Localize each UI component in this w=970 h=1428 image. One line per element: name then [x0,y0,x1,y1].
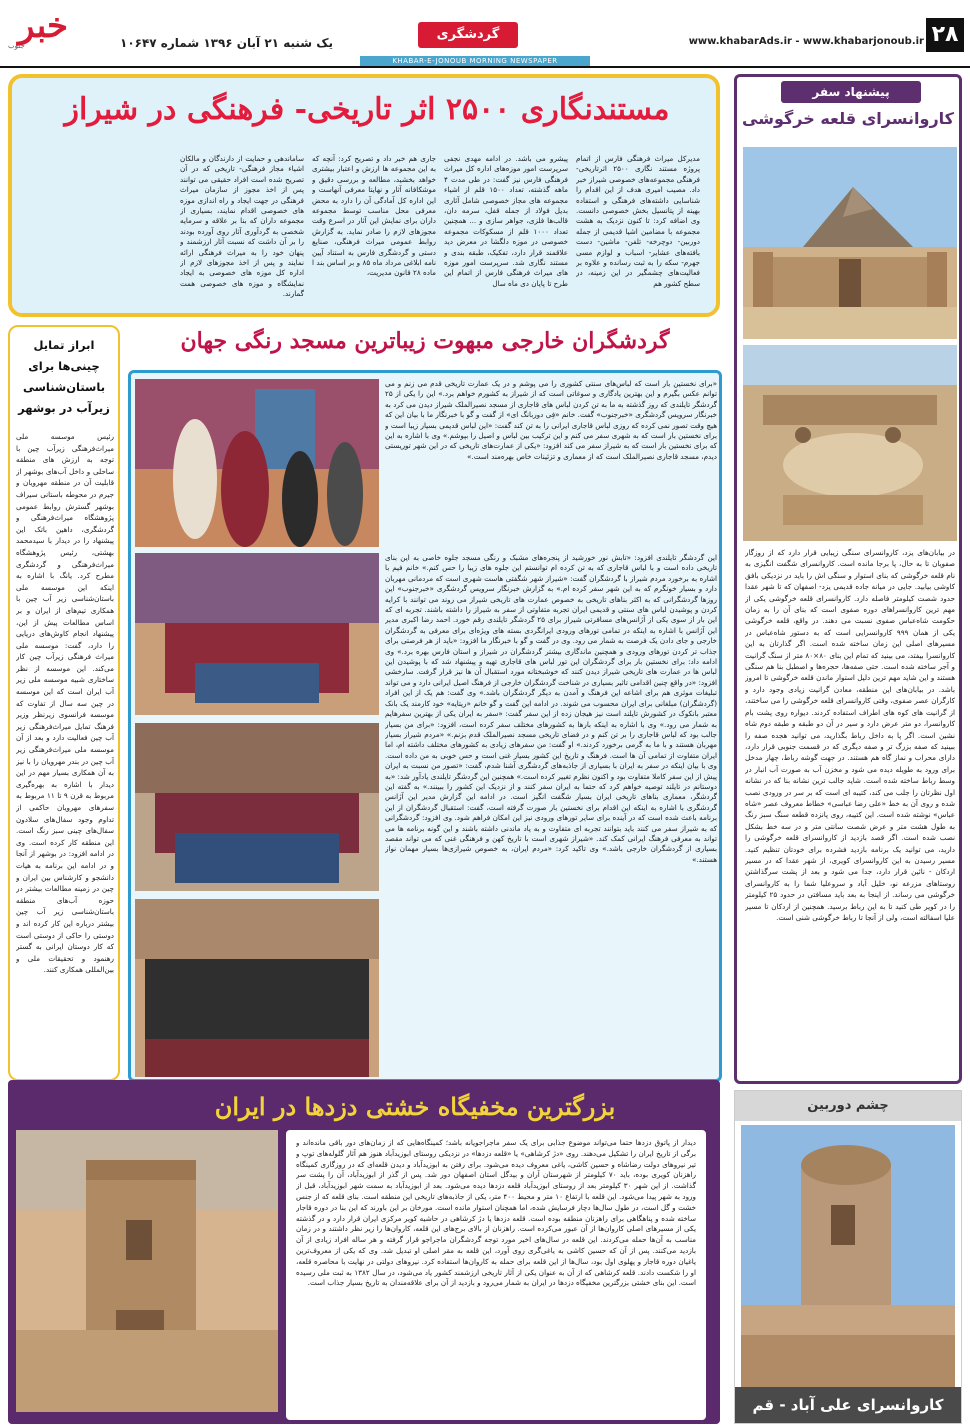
bottom-article-title: بزرگترین مخفیگاه خشتی دزدها در ایران [214,1092,616,1121]
tourists-photo-1 [135,379,379,547]
mid-article-lead-text: «برای نخستین بار است که لباس‌های سنتی کشوری را می پوشم و در یک عمارت تاریخی قدم می زنم و می توانم عکس بگیرم و این بهترین یادگاری و سوغاتی است که از شیراز به کشورم خواهم برد.» این را یکی از ۲۵ گردشگر تایلندی که روز گذشته به ما به تن کردن لباس های قاجاری از مسجد نصیرالملک شیراز دیدن می کرد به خبرنگار سرویس گردشگری «خبرجنوب» گفت. خانم «فِی دوربانگ ای» از گفت و گو با خبرنگار ما با بیان این که هیچ وقت تصور نمی کرده که روزی لباس قاجاری ایرانی را به تن کند گفت: «این لباس قدیمی بسیار زیبا است و برای نخستین بار است که به شهری سفر می کنم و این ترکیب بین لباس و اصیل را بپوشم.» وی با اشاره به این که برای نخستین بار است که به شیراز سفر می کند افزود: «یکی از عمارت‌های تاریخی که در این شهر توریستی دیدم، مسجد قاجاری نصیرالملک است که از معماری و تزئینات خاص بهره‌مند است.» [385,379,717,461]
website-urls[interactable]: www.khabarAds.ir - www.khabarjonoub.ir [688,36,924,47]
caravanserai-courtyard-photo [743,345,957,541]
top-article-column-3: جاری هم خبر داد و تصریح کرد: آنچه که به این مجموعه ها ارزش و اعتبار بیشتری خواهد بخشید، مطالعه و بررسی دقیق و موشکافانه آثار و نهایتا معرفی آنهاست و این اداره کل آمادگی آن را دارد به محض معرفی محل مناسب توسط مجموعه داران برای نمایش این آثار در اسرع وقت مجوزهای لازم را صادر نماید. به گزارش روابط عمومی میراث فرهنگی، صنایع دستی و گردشگری فارس به استناد آیین نامه ابلاغی مرداد ماه ۸۵ و بر اساس بند ا ماده ۲۸ قانون مدیریت، [312,154,436,278]
page-number: ۲۸ [926,18,964,52]
page-header [0,0,970,65]
mud-fortress-photo [16,1130,278,1412]
mid-article-title: گردشگران خارجی مبهوت زیباترین مسجد رنگی جهان [180,328,670,354]
top-article-column-2: پیشرو می باشد. در ادامه مهدی نجفی سرپرست امور موزه‌های اداره کل میراث فرهنگی فارس نیز گفت: در طی مدت ۴ ماهه گذشته، تعداد ۱۵۰۰ قلم از اشیاء مجموعه های مجاز خصوصی شامل آثاری بدیل فولاد از جمله قفل، سرمه دان، قالب‌ها فلزی، جواهر سازی و ... همچنین تعداد ۱۰۰۰ قلم از مسکوکات مجموعه خصوصی در موزه دلگشا در معرض دید علاقمند قرار دارد، تفکیک، طبقه بندی و مستند نگاری شد. سرپرست امور موزه های میراث فرهنگی فارس از اتمام این طرح تا پایان دی ماه سال [444,154,568,288]
bottom-article-text: دیدار از پاتوق دزدها حتما می‌تواند موضوع جذابی برای یک سفر ماجراجویانه باشد؛ کمینگاه‌هایی که از زمان‌های دور باقی مانده‌اند و برگی از تاریخ ایران را تشکیل می‌دهند. روی «دژ کرشاهی» یا «قلعه دزدها» در نزدیکی روستای ابوزیدآباد هنوز هم آثار گلوله‌های توپ و تیر نیروهای دولت رضاشاه و حسین کاشی، یاغی معروف دیده می‌شود. برای رفتن به ابوزیدآباد و دیدن قلعه‌ای که در روزگاری کمینگاه راهزنان کویری بوده، باید ۷۰ کیلومتر از شهرستان آران و بیدگل استان اصفهان دور شد. پس از گذر از ابوزیدآباد، آن را پشت سر گذاشت. از این شهر ۳۰ کیلومتر بعد از روستای ابوزیدآباد قلعه دزدها دیده می‌شود. بعد از ابوزیدآباد به سمت شهر ابوزیدآباد، قبل از ورود به شهر پیدا می‌شود. این قلعه با ارتفاع ۱۰ متر و محیط ۴۰۰ متر، یکی از جاذبه‌های تاریخی این منطقه است. بنای قلعه که از جنس خشت و گل است، در طول سال‌ها دچار فرسایش شده، اما همچنان استوار مانده است. مورخان بر این باورند که این بنا در دوره قاجار ساخته شده و پناهگاهی برای راهزنان منطقه بوده است. قلعه دزدها یا دژ کرشاهی در حاشیه کویر مرکزی ایران قرار دارد و در گذشته یکی از مسیرهای اصلی کاروان‌ها از آن عبور می‌کرده است. راهزنان از بالای برج‌های این قلعه، کاروان‌ها را زیر نظر داشتند و در زمان مناسب به آن‌ها حمله می‌کردند. این قلعه در سال‌های اخیر مورد توجه گردشگران ماجراجو قرار گرفته و هر ساله افراد زیادی از آن بازدید می‌کنند. پس از آن که حسین کاشی به یاغی‌گری روی آورد، این قلعه به مقر اصلی او تبدیل شد. وی که یکی از معروف‌ترین یاغیان دوره قاجار و پهلوی اول بود، سال‌ها از این قلعه برای حمله به کاروان‌ها استفاده کرد. نیروهای دولتی در نهایت با محاصره قلعه، او را شکست دادند. قلعه کرشاهی که از آن به عنوان یکی از آثار تاریخی ارزشمند کشور یاد می‌شود، در سال ۱۳۸۲ به ثبت ملی رسیده است. این بنای خشتی بزرگترین مخفیگاه دزدها در ایران به شمار می‌رود و بازدید از آن برای علاقه‌مندان به تاریخ بسیار جذاب است. [296,1138,696,1288]
tourists-photo-3 [135,723,379,891]
travel-body-text: در بیابان‌های یزد، کاروانسرای سنگی زیبایی قرار دارد که از روزگار صفویان تا به حال، پا برجا مانده است. کاروانسرای شگفت انگیزی به نام قلعه خرگوشی که بنای استوار و سنگی اش را باید در نزدیکی بافق کاوشی بیابید. جایی در میانه جاده قدیمی یزد- اصفهان که تا شهر عقدا حدود شصت کیلومتر فاصله دارد. کاروانسرای قلعه خرگوشی یکی از مهم ترین کاروانسراهای دوره صفوی است که بنای آن را به زمان حکومت شاه‌عباس صفوی نسبت می دهند. در واقع، قلعه خرگوشی یکی از همان ۹۹۹ کاروانسرایی است که به دستور شاه‌عباس در مسیرهای اصلی این زمان ساخته شده است. اگر گذارتان به این کاروانسرا بیفتد، می بینید که تمام این بنای ۸۰×۸۰ متر از سنگ گرانیت و آجر ساخته شده است. حتی صفه‌ها، حجره‌ها و اصطبل بنا هم سنگی هستند و این شاید مهم ترین دلیل استوار ماندن قلعه خرگوشی تا امروز باشد. در بیابان‌های این منطقه، معادن گرانیت زیادی وجود دارد و کارگران عصر صفوی، وقتی کاروانسرای قلعه خرگوشی را می ساختند، از گرانیت های کوه های اطراف استفاده کردند. دیواره روی پشت بام کاروانسرا، دو متر عرض دارد و سیر در آن دو طبقه و طبقه دوم شاه نشین است. اگر پا به داخل رباط بگذارید، می توانید هجده صفه را ببینید که صفه بزرگ تر و صفه دیگری که در قسمت جنوبی قرار دارد، دارای محراب و نماز گاه هم هستند. در جهت گوشه رباط، چهار مدخل برای ورود به طویله دیده می شود و مخزن آب به صورت آب انبار در وسط رباط ساخته شده است. شاید جالب ترین نشانه بنا که در نشانه اول نظرتان را جلب می کند، کتیبه ای است که بر سر در ورودی نصب شده و روی آن به خط «علی رضا عباسی» خطاط معروف عصر «شاه عباس» نوشته شده است. این کتیبه، روی پانزده قطعه سنگ سبز رنگ به طول هشت متر و عرض شصت سانتی متر و در سه خط بشکل نصب شده است. اگر قصد بازدید از کاروانسرای قلعه خرگوشی را دارید، می توانید یک برنامه بازدید فشرده برای خودتان تنظیم کنید. مسیر رسیدن به این کاروانسرای کویری، از شهر عقدا که در مسیر اردکان - نائین قرار دارد، جدا می شود و بعد از پشت سرگذاشتن روستاهای مزرعه نو، خلیل آباد و سروعلیا شما را به کاروانسرای خرگوشی می رساند. از اینجا به بعد باید مسافتی در حدود ۲۵ کیلومتر را در کویر طی کنید تا به این رباط برسید. همچنین از اردکان تا مسیر علیا اسفالته است، ولی از آنجا تا رباط خرگوشی شنی است. [745,548,955,922]
travel-suggestion [734,74,962,1084]
top-article-columns [28,154,700,304]
travel-kicker: پیشنهاد سفر [781,81,921,103]
header-divider [0,66,970,68]
top-article [8,74,720,317]
logo-small: جنوب [8,42,25,50]
camera-feature [734,1090,962,1424]
issue-date: یک شنبه ۲۱ آبان ۱۳۹۶ شماره ۱۰۶۴۷ [120,36,334,50]
newspaper-logo[interactable] [8,6,100,52]
top-article-column-4: ساماندهی و حمایت از دارندگان و مالکان اشیاء مجاز فرهنگی- تاریخی که در آن تصریح شده است افراد حقیقی می توانند پس از اخذ مجوز از سازمان میراث فرهنگی در جهت ایجاد و راه اندازی موزه های خصوصی اقدام نمایند، بسیاری از مجموعه داران که بنا بر علاقه و سرمایه شخصی به گردآوری آثار روی آورده بودند را بر آن داشت که نسبت آثار ارزشمند و پنهان خود را به میراث فرهنگی ارائه نمایند و پس از اخذ مجوزهای لازم از اداره کل موزه های خصوصی به ایجاد نمایشگاه و موزه های خصوصی همت گمارند. [180,154,304,299]
mid-article [128,370,722,1082]
top-article-title: مستندنگاری ۲۵۰۰ اثر تاریخی- فرهنگی در شیراز [64,92,670,127]
side-article [8,325,120,1081]
caravanserai-photo [743,147,957,339]
tourists-photo-2 [135,553,379,715]
top-article-column-1: مدیرکل میراث فرهنگی فارس از اتمام پروژه مستند نگاری ۲۵۰۰ اثرتاریخی- فرهنگی مجموعه‌های خصوصی شیراز خبر داد. مصیب امیری هدف از این اقدام را شناسایی داشته‌های فرهنگی و استفاده بهینه از پتانسیل بخش خصوصی دانست. وی اضافه کرد: تا کنون نزدیک به هشت مجموعه با مضامین اشیا قدیمی از جمله دوربین- دوچرخه- تلفن- ماشین- دست بافته‌های عشایر- اسباب و لوازم مسی جهرم- سکه را به ثبت رسانده و علاوه بر فعالیت‌های چشمگیر در این زمینه، در سطح کشور هم [576,154,700,288]
ali-abad-caravanserai-photo [741,1125,955,1387]
side-article-title: ابراز تمایل چینی‌ها برای باستان‌شناسی زیرآب در بوشهر [18,338,110,415]
side-article-text: رئیس موسسه ملی میراث‌فرهنگی زیرآب چین با توجه به ارزش های منطقه ساحلی و داخل آب‌های بوشهر از قابلیت آن در منطقه مهرویان و جیرم در محوطه باستانی سیراف بوشهر گسترش روابط عمومی پژوهشگاه میراث‌فرهنگی و گردشگری، داهین باتک این پیشنهاد را در دیدار با سیدمحمد بهشتی، رئیس پژوهشگاه میراث‌فرهنگی و گردشگری مطرح کرد. یانگ با اشاره به اینکه این موسسه ملی باستان‌شناسی زیر آب چین با همکاری تیم‌های از ایران و بر اساس مطالعات پیش از این، پیشنهاد انجام کاوش‌های دریایی را دارد، گفت: موسسه ملی میراث فرهنگی زیرآب چین کار می‌کند. این موسسه از نظر ساختاری شبیه موسسه ملی زیر آب ایران است که این موسسه در چین سه سال از تفاوت که موسسه فرانسوی زیرنظر وزیر فرهنگ تمایل میراث‌فرهنگی زیر آب چین فعالیت دارد و بعد از آن موسسه ملی میراث‌فرهنگی زیر آب چین در بندر مهرویان را با نیز به آن همکاری بسیار مهم در این دیدار با اشاره به بهره‌گیری مربوط به قرن ۹ تا ۱۱ مربوط به سفرهای مهرویان حاکمی از تداوم وجود سفال‌های سلادون سفال‌های چینی سبز رنگ است. این منطقه کار کرده است. وی در ادامه افزود: در بوشهر از آنجا و در ادامه این برنامه به هیات دانشجو و کارشناس بین ایران و چین در زمینه مطالعات بیشتر در حوزه آب‌های منطقه باستان‌شناسی زیر آب چین بیشتر درباره این کار کرده اند و دوستی را حاکی از دوستی است که کار دوستان ایرانی به گستر رهنمود و تحقیقات ملی و بین‌المللی همکاری کنند. [16,432,114,975]
logo-main: خبر [18,6,69,46]
newspaper-banner: KHABAR-E-JONOUB MORNING NEWSPAPER [360,56,590,66]
travel-title: کاروانسرای قلعه خرگوشی [742,109,954,128]
tourists-photo-4 [135,899,379,1077]
camera-caption: کاروانسرای علی آباد - قم [735,1387,961,1423]
section-label: گردشگری [418,22,518,48]
camera-kicker: چشم دوربین [735,1091,961,1121]
bottom-article-textbox [286,1130,706,1420]
mid-article-body-text: این گردشگر تایلندی افزود: «تابش نور خورشید از پنجره‌های مشبک و رنگی مسجد جلوه خاصی به این بنای تاریخی داده است و با لباس قاجاری که به تن کرده ام توانستم این جلوه های زیبا را حس کنم.» خانم فیم با اشاره به برخورد مردم شیراز با گردشگران گفت: «شیراز شهر شگفتی هاست شهری است که مردمانی مهربان دارد و بسیار خونگرم که به این شهر سفر کرده ام.» به گزارش خبرنگار سرویس گردشگری «خبرجنوب» این روزها گردشگرانی که به اکثر بناهای تاریخی به خصوص عمارت های تاریخی شیراز می روند می توانند با کرایه کردن و پوشیدن لباس های سنتی و قدیمی ایران تجربه متفاوتی از سفر به شیراز را داشته باشند. تجربه ای که این بار از سوی یکی از آژانس‌های مسافرتی شیراز برای ۲۵ گردشگر تایلندی رقم خورد. احمد رضا اکبری مدیر این آژانس با اشاره به اینکه در تمامی تورهای ورودی ایرانگردی بسته های ویژه‌ای برای معرفی به گردشگران خارجی و جای دادن یک فرصت به شمار می رود. وی در گفت و گو با خبرنگار ما افزود: «باید از هر فرصتی برای جذاب تر کردن تورهای ورودی و همچنین ماندگاری بیشتر گردشگران در شیراز و استان فارس بهره برد.» وی ادامه داد: برای نخستین بار برای گردشگران این تور لباس های قاجاری تهیه و پیشنهاد شد که با پوشیدن این لباس ها در عمارت های تاریخی شیراز دیدن کنند که خوشبختانه مورد استقبال آن ها نیز قرار گرفت. سارخشی افزود: «در واقع چنین اقدامی تاثیر بسیاری در شناخت گردشگران خارجی از فرهنگ اصیل ایرانی دارد و می تواند تبلیغات موثری هم برای اشاعه این فرهنگ و آمدن به دیگر گردشگران باشد.» وی گفت: هم یک از این افراد (گردشگران) مبلغانی برای ایران محسوب می شوند. در ادامه این گفت و گو خانم «ریتایه» خود کارمند یک بانک معتبر بانکوک در کشورش تایلند است نیز هیجان زده از این سفر گفت: «سفر به ایران یکی از بهترین سفرهایم به شمار می رود.» وی با اشاره به اینکه بارها به کشورهای مختلف سفر کرده است، افزود: «برای من بسیار جالب بود که لباس قاجاری را بر تن کنم و در فضای تاریخی مسجد نصیرالملک قدم بزنم.» «مردم شیراز بسیار مهربان هستند و با ما به گرمی برخورد کردند.» او گفت: من سفرهای زیادی به کشورهای مختلف داشته ام، اما ایران متفاوت از تمامی آن ها است. فرهنگ و تاریخ این کشور بسیار غنی است و حس خوبی به من داده است. وی با بیان اینکه در سفر به ایران با بسیاری از جاذبه‌های گردشگری آشنا شدم، گفت: «تصور من نسبت به ایران پیش از این سفر کاملا متفاوت بود و اکنون نظرم تغییر کرده است.» همچنین این گردشگر تایلندی یادآور شد: «به دوستانم در تایلند توصیه خواهم کرد که حتما به ایران سفر کنند و از نزدیک این کشور را ببینند.» به گفته این گردشگر، معماری بناهای تاریخی ایران بسیار شگفت انگیز است. در ادامه این گزارش مدیر این آژانس گردشگری با اشاره به اینکه این اقدام برای نخستین بار صورت گرفته است، گفت: استقبال گردشگران از این برنامه باعث شده است که در آینده برای سایر تورهای ورودی نیز این امکان فراهم شود. وی افزود: گردشگرانی که به شیراز سفر می کنند باید بتوانند تجربه ای متفاوت و به یاد ماندنی داشته باشند و این گونه برنامه ها می تواند به معرفی فرهنگ ایرانی کمک کند. «شیراز شهری است با تاریخ کهن و فرهنگی غنی که می تواند مقصد بسیاری از گردشگران خارجی باشد.» وی تاکید کرد: «مردم ایران، به خصوص شیرازی‌ها بسیار مهمان نواز هستند.» [385,553,717,864]
